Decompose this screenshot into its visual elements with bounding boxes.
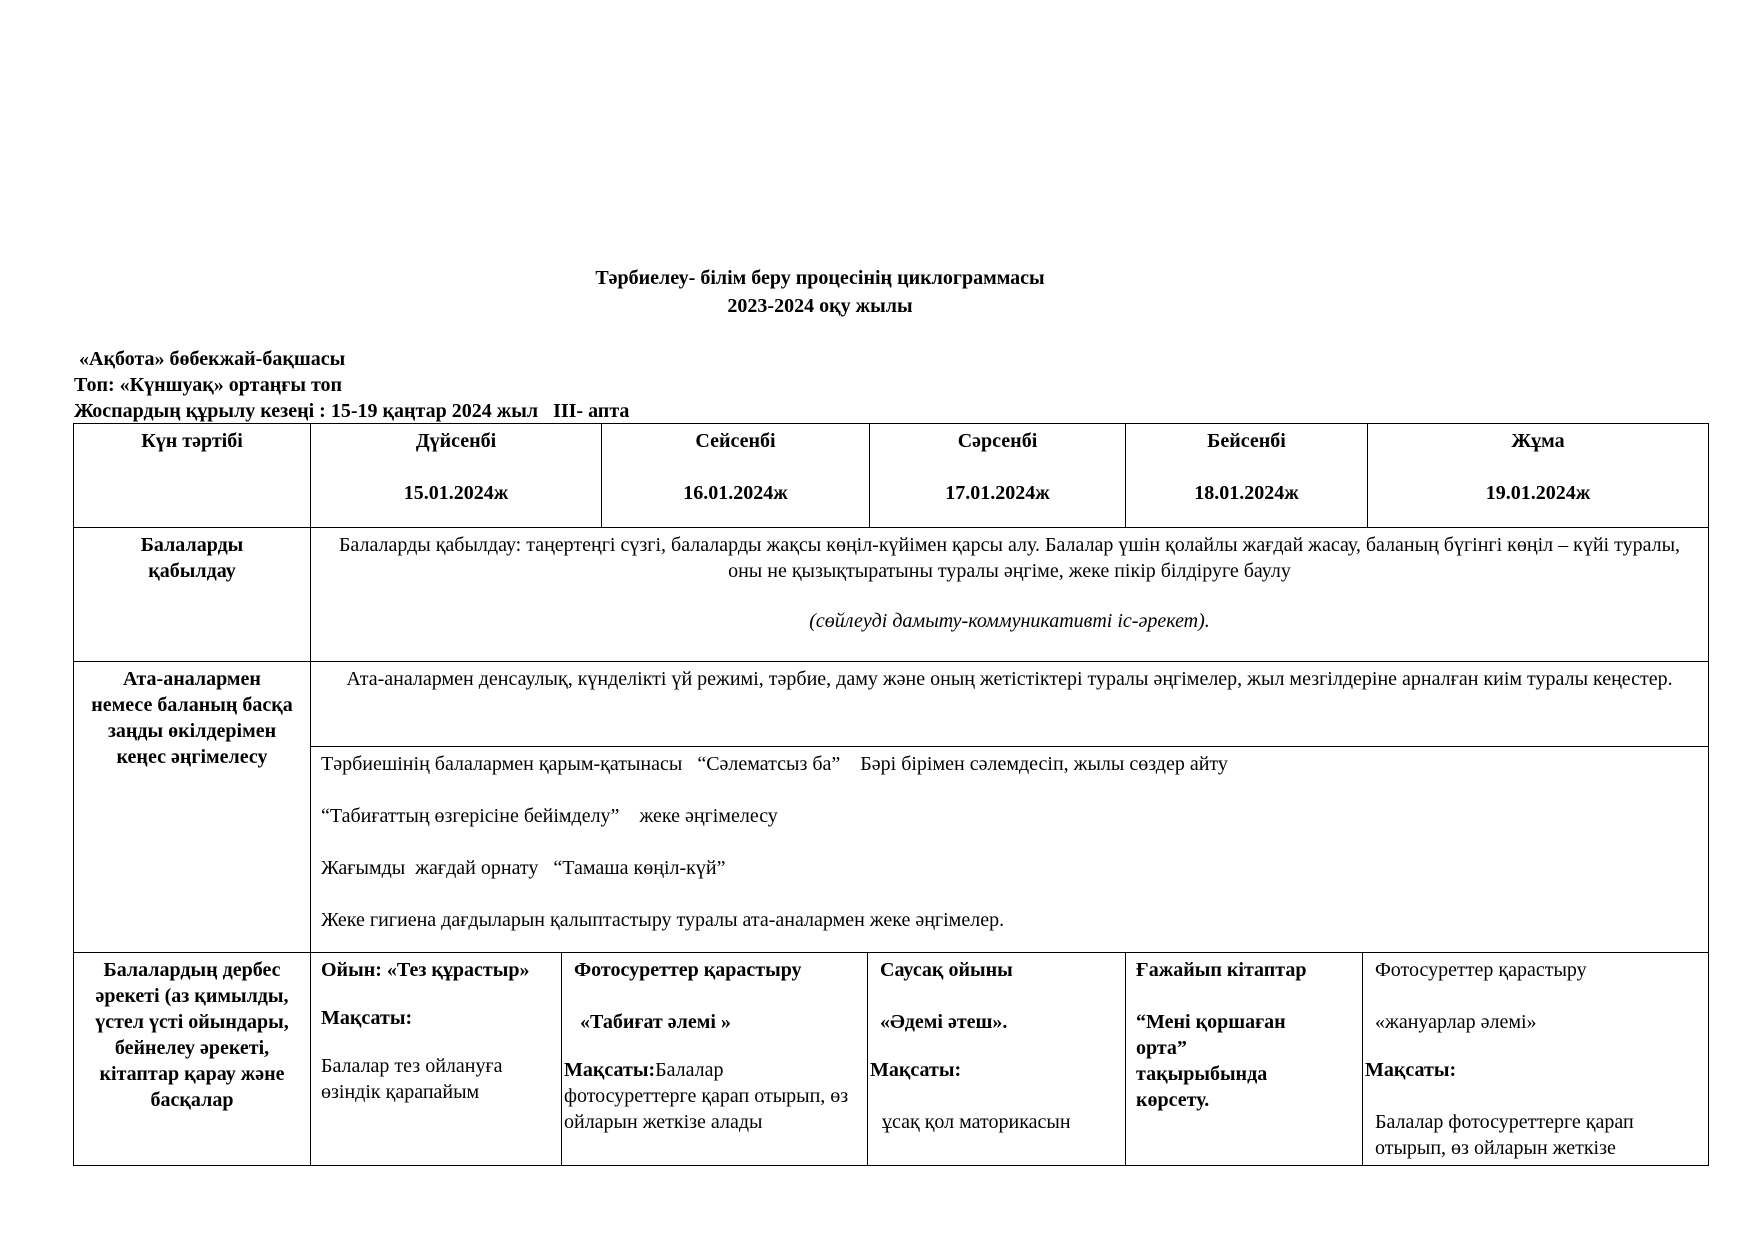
activity-wednesday-title: Саусақ ойыны [880, 959, 1013, 981]
activity-thursday-text: “Мені қоршаған орта” тақырыбында көрсету. [1136, 1011, 1286, 1111]
activity-friday-subtitle: «жануарлар әлемі» [1375, 1011, 1537, 1033]
activity-tuesday-title: Фотосуреттер қарастыру [574, 959, 802, 981]
activity-monday-goal-label: Мақсаты: [321, 1007, 413, 1029]
activity-tuesday-goal [564, 1057, 865, 1083]
activity-thursday-cell [1125, 952, 1363, 1166]
activity-tuesday-text-inline: Балалар [655, 1059, 724, 1081]
day-name: Сейсенбі [695, 430, 776, 452]
activity-label-cell [73, 952, 311, 1166]
activity-thursday-title: Ғажайып кітаптар [1136, 959, 1307, 981]
activity-tuesday-goal-label: Мақсаты: [564, 1059, 656, 1081]
header-day-tuesday [601, 423, 870, 528]
header-day-thursday [1125, 423, 1368, 528]
activity-tuesday-subtitle: «Табиғат әлемі » [580, 1011, 731, 1033]
day-date: 19.01.2024ж [1485, 482, 1591, 504]
activity-friday-cell [1362, 952, 1709, 1166]
activity-tuesday-text: фотосуреттерге қарап отырып, өз ойларын жеткізе алады [564, 1085, 849, 1133]
day-date: 17.01.2024ж [945, 482, 1050, 504]
header-day-wednesday [869, 423, 1126, 528]
parents-label-cell [73, 661, 311, 953]
activity-friday-title: Фотосуреттер қарастыру [1375, 959, 1587, 981]
parents-line-3: Жағымды жағдай орнату “Тамаша көңіл-күй” [321, 857, 726, 879]
parents-label: Ата-аналармен немесе баланың басқа заңды өкілдерімен кеңес әңгімелесу [91, 668, 293, 768]
activity-monday-cell [310, 952, 562, 1166]
planning-period: Жоспардың құрылу кезеңі : 15-19 қаңтар 2024 жыл ІІІ- апта [74, 400, 630, 422]
group-name: Топ: «Күншуақ» ортаңғы топ [74, 374, 343, 396]
parents-lines-cell [310, 746, 1709, 953]
header-schedule-cell [73, 423, 311, 528]
day-name: Дүйсенбі [415, 430, 497, 452]
document-title: Тәрбиелеу- білім беру процесінің циклограммасы [595, 267, 1045, 289]
activity-label: Балалардың дербес әрекеті (аз қимылды, үстел үсті ойындары, бейнелеу әрекеті, кітаптар қарау және басқалар [95, 959, 289, 1111]
reception-note: (сөйлеуді дамыту-коммуникативті іс-әрекет). [809, 610, 1210, 632]
day-date: 15.01.2024ж [403, 482, 509, 504]
header-schedule-label: Күн тәртібі [141, 430, 243, 452]
reception-label-cell [73, 527, 311, 662]
academic-year: 2023-2024 оқу жылы [727, 295, 913, 317]
day-date: 18.01.2024ж [1194, 482, 1299, 504]
reception-content-cell [310, 527, 1709, 662]
parents-line-1: Тәрбиешінің балалармен қарым-қатынасы “Сәлематсыз ба” Бәрі бірімен сәлемдесіп, жылы сөздер айту [321, 753, 1228, 775]
kindergarten-name: «Ақбота» бөбекжай-бақшасы [74, 348, 346, 370]
reception-text: Балаларды қабылдау: таңертеңгі сүзгі, балаларды жақсы көңіл-күйімен қарсы алу. Балалар үшін қолайлы жағдай жасау, баланың бүгінгі көңіл – күйі туралы, оны не қызықтыратыны туралы әңгіме, жеке пікір білдіруге баулу [338, 534, 1681, 582]
header-day-friday [1367, 423, 1709, 528]
activity-wednesday-goal-label: Мақсаты: [870, 1059, 962, 1081]
activity-wednesday-subtitle: «Әдемі әтеш». [880, 1011, 1008, 1033]
header-day-monday [310, 423, 602, 528]
day-name: Бейсенбі [1207, 430, 1286, 452]
activity-friday-text: Балалар фотосуреттерге қарап отырып, өз ойларын жеткізе [1375, 1111, 1634, 1159]
activity-monday-title: Ойын: «Тез құрастыр» [321, 959, 530, 981]
activity-tuesday-cell [561, 952, 868, 1166]
day-name: Сәрсенбі [957, 430, 1038, 452]
activity-monday-text: Балалар тез ойлануға өзіндік қарапайым [321, 1055, 503, 1103]
parents-line-4: Жеке гигиена дағдыларын қалыптастыру туралы ата-аналармен жеке әңгімелер. [321, 909, 1005, 931]
day-date: 16.01.2024ж [683, 482, 788, 504]
activity-wednesday-text: ұсақ қол маторикасын [882, 1111, 1071, 1133]
parents-line-2: “Табиғаттың өзгерісіне бейімделу” жеке әңгімелесу [321, 805, 778, 827]
activity-friday-goal-label: Мақсаты: [1365, 1059, 1457, 1081]
reception-label: Балаларды қабылдау [140, 534, 244, 582]
parents-content-cell [310, 661, 1709, 747]
day-name: Жұма [1511, 430, 1565, 452]
parents-text: Ата-аналармен денсаулық, күнделікті үй режимі, тәрбие, даму және оның жетістіктері туралы әңгімелер, жыл мезгілдеріне арналған киім туралы кеңестер. [346, 668, 1673, 690]
activity-wednesday-cell [867, 952, 1126, 1166]
